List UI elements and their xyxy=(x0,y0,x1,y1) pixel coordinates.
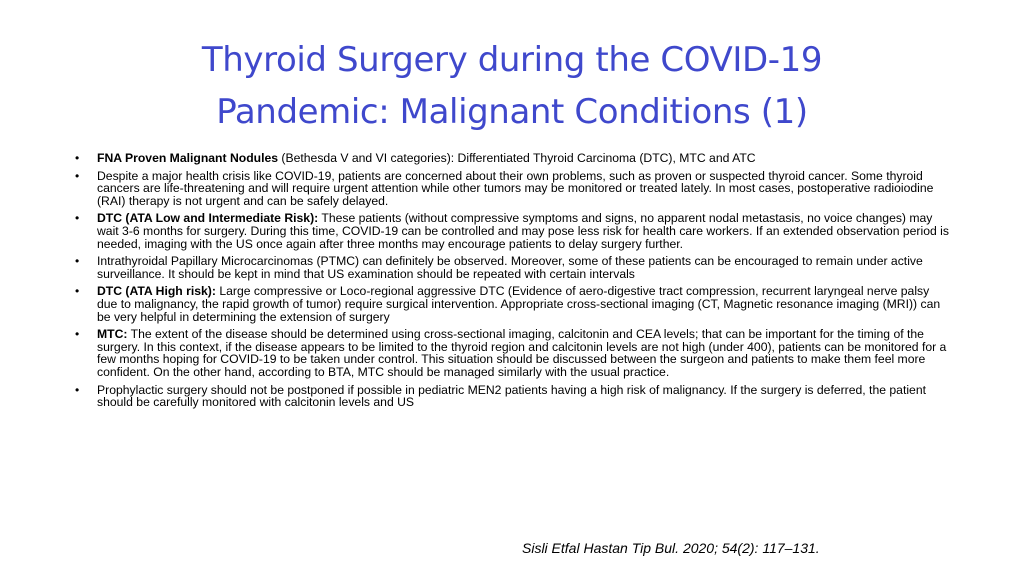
bullet-dot-icon: • xyxy=(75,284,80,299)
bullet-list xyxy=(75,152,950,414)
bullet-heading: FNA Proven Malignant Nodules xyxy=(97,151,279,165)
slide-title-line-2: Pandemic: Malignant Conditions (1) xyxy=(216,92,808,132)
bullet-dot-icon: • xyxy=(75,211,80,226)
bullet-item xyxy=(75,384,950,409)
bullet-dot-icon: • xyxy=(75,254,80,269)
bullet-dot-icon: • xyxy=(75,327,80,342)
slide-title-line-1: Thyroid Surgery during the COVID-19 xyxy=(201,40,823,80)
bullet-text: (Bethesda V and VI categories): Differentiated Thyroid Carcinoma (DTC), MTC and ATC xyxy=(278,151,756,165)
bullet-dot-icon: • xyxy=(75,151,80,165)
bullet-heading: MTC: xyxy=(97,327,128,342)
slide-title xyxy=(60,34,964,138)
bullet-item xyxy=(75,170,950,208)
bullet-item xyxy=(75,328,950,378)
bullet-text: The extent of the disease should be determined using cross-sectional imaging, calcitonin and CEA levels; that can be important for the timing of the surgery. In this context, if the disease appears to be limited to the thyroid region and calcitonin levels are not high (under 400), patients can be monitored for a few months hoping for COVID-19 to be taken under control. This situation should be discussed between the surgeon and patients to make them feel more confident. On the other hand, according to BTA, MTC should be managed similarly with the usual practice. xyxy=(97,327,947,379)
bullet-heading: DTC (ATA Low and Intermediate Risk): xyxy=(97,211,319,226)
bullet-dot-icon: • xyxy=(75,168,80,183)
bullet-heading: DTC (ATA High risk): xyxy=(97,284,216,299)
citation: Sisli Etfal Hastan Tip Bul. 2020; 54(2): 117–131. xyxy=(522,540,820,556)
bullet-text: These patients (without compressive symptoms and signs, no apparent nodal metastasis, no voice changes) may wait 3-6 months for surgery. During this time, COVID-19 can be controlled and may pose less risk for health care workers. If an extended observation period is needed, imaging with the US once again after three months may encourage patients to delay surgery further. xyxy=(97,211,949,251)
bullet-text: Large compressive or Loco-regional aggressive DTC (Evidence of aero-digestive tract compression, recurrent laryngeal nerve palsy due to malignancy, the rapid growth of tumor) require surgical intervention. Appropriate cross-sectional imaging (CT, Magnetic resonance imaging (MRI)) can be very helpful in determining the extension of surgery xyxy=(97,284,941,324)
bullet-item xyxy=(75,152,950,165)
bullet-text: Intrathyroidal Papillary Microcarcinomas (PTMC) can definitely be observed. Moreover, some of these patients can be encouraged to remain under active surveillance. It should be kept in mind that US examination should be repeated with certain intervals xyxy=(97,254,923,281)
bullet-text: Prophylactic surgery should not be postponed if possible in pediatric MEN2 patients having a high risk of malignancy. If the surgery is deferred, the patient should be carefully monitored with calcitonin levels and US xyxy=(97,382,926,410)
bullet-item xyxy=(75,285,950,323)
bullet-item xyxy=(75,255,950,280)
bullet-text: Despite a major health crisis like COVID-19, patients are concerned about their own problems, such as proven or suspected thyroid cancer. Some thyroid cancers are life-threatening and will require urgent attention while other tumors may be monitored or treated lately. In most cases, postoperative radioiodine (RAI) therapy is not urgent and can be safely delayed. xyxy=(97,168,934,208)
bullet-dot-icon: • xyxy=(75,382,80,397)
bullet-item xyxy=(75,212,950,250)
